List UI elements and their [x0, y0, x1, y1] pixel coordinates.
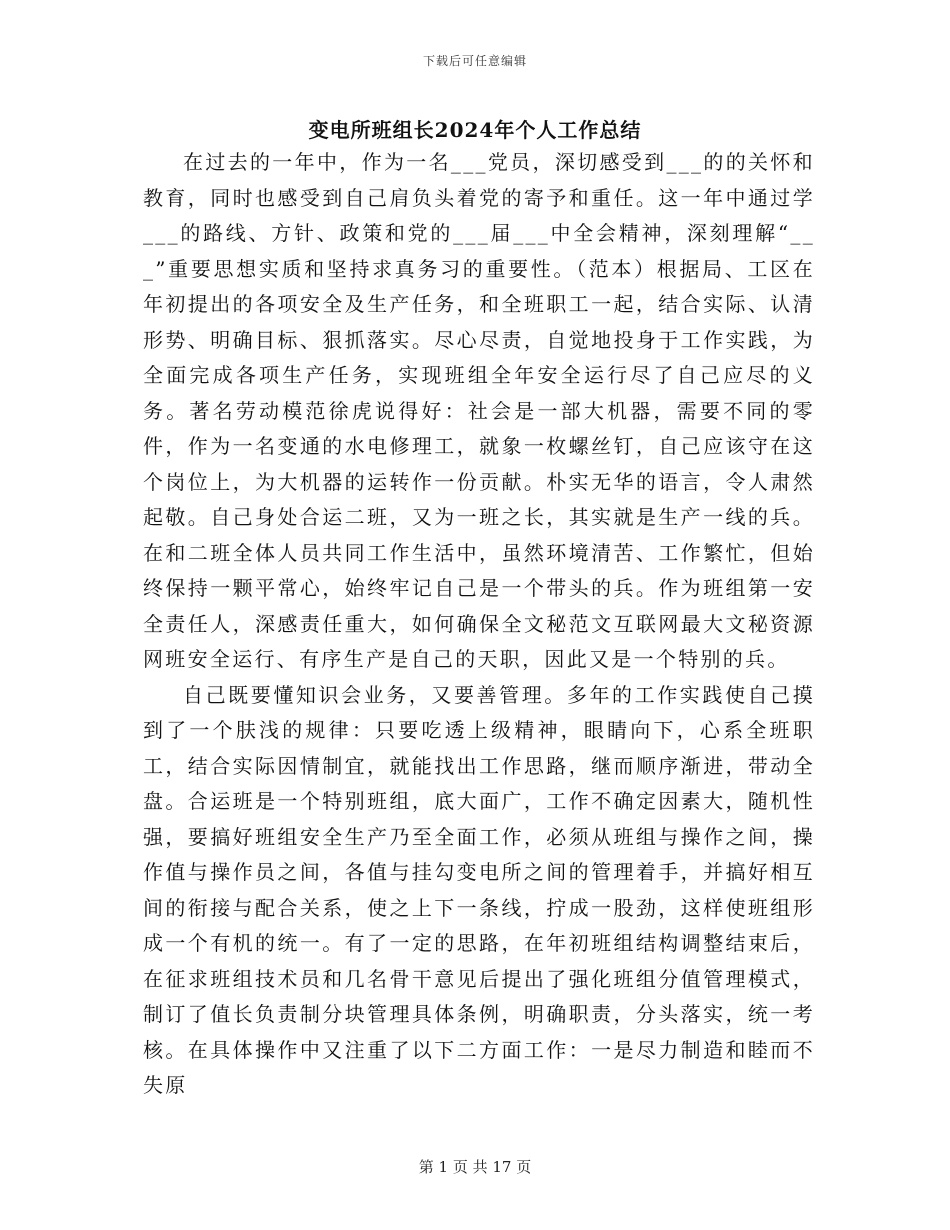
- paragraph-1: 在过去的一年中，作为一名___党员，深切感受到___的的关怀和教育，同时也感受到自己肩负头着党的寄予和重任。这一年中通过学___的路线、方针、政策和党的___届___中全会精神，深刻理解“___”重要思想实质和坚持求真务习的重要性。（范本）根据局、工区在年初提出的各项安全及生产任务，和全班职工一起，结合实际、认清形势、明确目标、狠抓落实。尽心尽责，自觉地投身于工作实践，为全面完成各项生产任务，实现班组全年安全运行尽了自己应尽的义务。著名劳动模范徐虎说得好：社会是一部大机器，需要不同的零件，作为一名变通的水电修理工，就象一枚螺丝钉，自己应该守在这个岗位上，为大机器的运转作一份贡献。朴实无华的语言，令人肃然起敬。自己身处合运二班，又为一班之长，其实就是生产一线的兵。在和二班全体人员共同工作生活中，虽然环境清苦、工作繁忙，但始终保持一颗平常心，始终牢记自己是一个带头的兵。作为班组第一安全责任人，深感责任重大，如何确保全文秘范文互联网最大文秘资源网班安全运行、有序生产是自己的天职，因此又是一个特别的兵。: [143, 150, 815, 671]
- page-header-note: 下载后可任意编辑: [422, 54, 527, 68]
- page-number-footer: 第 1 页 共 17 页: [418, 1158, 532, 1176]
- paragraph-2: 自己既要懂知识会业务，又要善管理。多年的工作实践使自己摸到了一个肤浅的规律：只要吃透上级精神，眼睛向下，心系全班职工，结合实际因情制宜，就能找出工作思路，继而顺序渐进，带动全盘。合运班是一个特别班组，底大面广，工作不确定因素大，随机性强，要搞好班组安全生产乃至全面工作，必须从班组与操作之间，操作值与操作员之间，各值与挂勾变电所之间的管理着手，并搞好相互间的衔接与配合关系，使之上下一条线，拧成一股劲，这样使班组形成一个有机的统一。有了一定的思路，在年初班组结构调整结束后，在征求班组技术员和几名骨干意见后提出了强化班组分值管理模式，制订了值长负责制分块管理具体条例，明确职责，分头落实，统一考核。在具体操作中又注重了以下二方面工作：一是尽力制造和睦而不失原: [143, 682, 815, 1097]
- document-title: 变电所班组长2024年个人工作总结: [308, 118, 642, 142]
- document-body: [143, 145, 815, 1104]
